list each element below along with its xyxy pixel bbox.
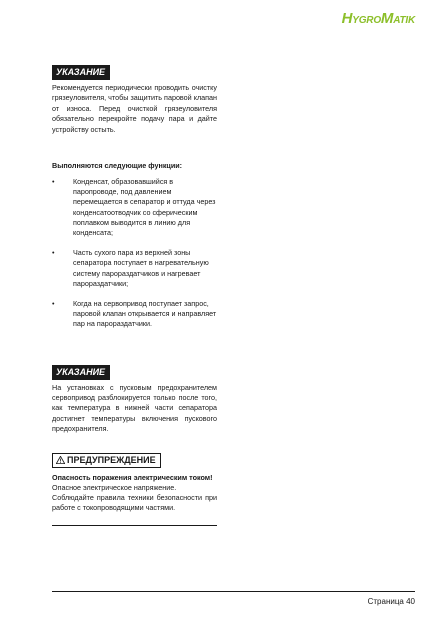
note-text: На установках с пусковым предохранителем сервопривод разблокируется только после того, как температура в нижней части сепаратора достигнет температуры включения пускового предохранителя.: [52, 382, 217, 434]
warning-triangle-icon: [56, 455, 65, 466]
warning-title: Опасность поражения электрическим током!: [52, 472, 213, 482]
logo-letters-ygro: YGRO: [352, 15, 381, 26]
list-item-text: Конденсат, образовавшийся в паропроводе, под давлением перемещается в сепаратор и оттуда через конденсатоотводчик со сферическим поплавком выводится в линию для конденсата;: [73, 177, 216, 238]
bullet-marker: •: [52, 248, 55, 258]
logo-letter-m: M: [380, 10, 394, 27]
hygromatik-logo: [342, 11, 415, 27]
functions-heading: Выполняются следующие функции:: [52, 161, 183, 171]
list-item-text: Когда на сервопривод поступает запрос, паровой клапан открывается и направляет пар на парораздатчики.: [73, 299, 217, 329]
warning-text-line1: Опасное электрическое напряжение.: [52, 482, 177, 492]
logo-letters-atik: ATIK: [393, 15, 415, 26]
warning-label: [52, 453, 161, 468]
note-label: УКАЗАНИЕ: [52, 365, 110, 380]
list-item: [52, 177, 217, 238]
list-item-text: Часть сухого пара из верхней зоны сепаратора поступает в нагревательную систему парораздатчиков и нагревает парораздатчики;: [73, 248, 209, 288]
page-content: [52, 62, 217, 526]
note-text: Рекомендуется периодически проводить очистку грязеуловителя, чтобы защитить паровой клапан от износа. Перед очисткой грязеуловителя обязательно перекройте подачу пара и дайте устройству остыть.: [52, 83, 217, 134]
footer-divider: [52, 591, 415, 592]
warning-text-line2: Соблюдайте правила техники безопасности при работе с токопроводящими частями.: [52, 492, 217, 512]
functions-list: [52, 177, 217, 330]
bullet-marker: •: [52, 299, 55, 309]
note2-block: [52, 362, 217, 380]
list-item: [52, 248, 217, 289]
bullet-marker: •: [52, 177, 55, 187]
warning-label-text: ПРЕДУПРЕЖДЕНИЕ: [67, 454, 156, 465]
list-item: [52, 299, 217, 330]
logo-letter-h: H: [341, 10, 353, 27]
section-divider: [52, 525, 217, 526]
page-number: Страница 40: [367, 597, 415, 606]
note-label: УКАЗАНИЕ: [52, 65, 110, 80]
